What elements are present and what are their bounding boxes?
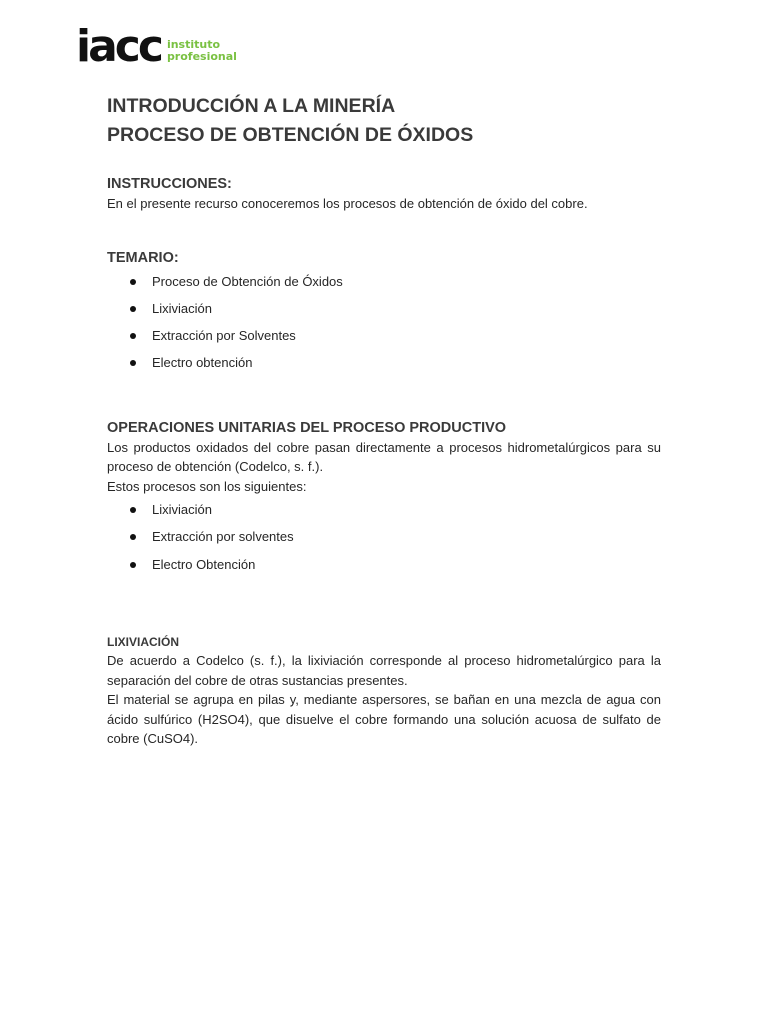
instrucciones-heading: INSTRUCCIONES:: [107, 176, 232, 192]
operaciones-heading: OPERACIONES UNITARIAS DEL PROCESO PRODUCTIVO: [107, 419, 507, 436]
logo-subtitle: [167, 39, 237, 63]
document-body: [107, 92, 661, 749]
list-item: Electro Obtención: [107, 551, 661, 578]
lixiviacion-heading: LIXIVIACIÓN: [107, 635, 180, 650]
lixiviacion-paragraph-1: De acuerdo a Codelco (s. f.), la lixiviación corresponde al proceso hidrometalúrgico para la separación del cobre de otras sustancias presentes.: [107, 653, 661, 688]
title-line-2: PROCESO DE OBTENCIÓN DE ÓXIDOS: [107, 124, 474, 146]
operaciones-list: [107, 496, 661, 578]
list-item: Lixiviación: [107, 496, 661, 523]
temario-list: [107, 268, 661, 377]
list-item: Lixiviación: [107, 295, 661, 322]
logo-mark: iacc: [76, 21, 161, 72]
logo-subtitle-line2: profesional: [166, 50, 237, 63]
logo-subtitle-line1: instituto: [166, 38, 221, 51]
list-item: Electro obtención: [107, 349, 661, 376]
title-line-1: INTRODUCCIÓN A LA MINERÍA: [107, 95, 396, 117]
instrucciones-text: En el presente recurso conoceremos los procesos de obtención de óxido del cobre.: [107, 196, 588, 211]
temario-heading: TEMARIO:: [107, 249, 179, 266]
list-item: Extracción por solventes: [107, 523, 661, 550]
iacc-logo: [76, 21, 237, 72]
document-title: [107, 92, 661, 150]
list-item: Extracción por Solventes: [107, 322, 661, 349]
operaciones-paragraph-2: Estos procesos son los siguientes:: [107, 478, 307, 494]
lixiviacion-paragraph-2: El material se agrupa en pilas y, mediante aspersores, se bañan en una mezcla de agua con ácido sulfúrico (H2SO4), que disuelve el cobre formando una solución acuosa de sulfato de cobre (CuSO4).: [107, 692, 661, 747]
operaciones-paragraph-1: Los productos oxidados del cobre pasan directamente a procesos hidrometalúrgicos para su proceso de obtención (Codelco, s. f.).: [107, 439, 661, 475]
list-item: Proceso de Obtención de Óxidos: [107, 268, 661, 295]
